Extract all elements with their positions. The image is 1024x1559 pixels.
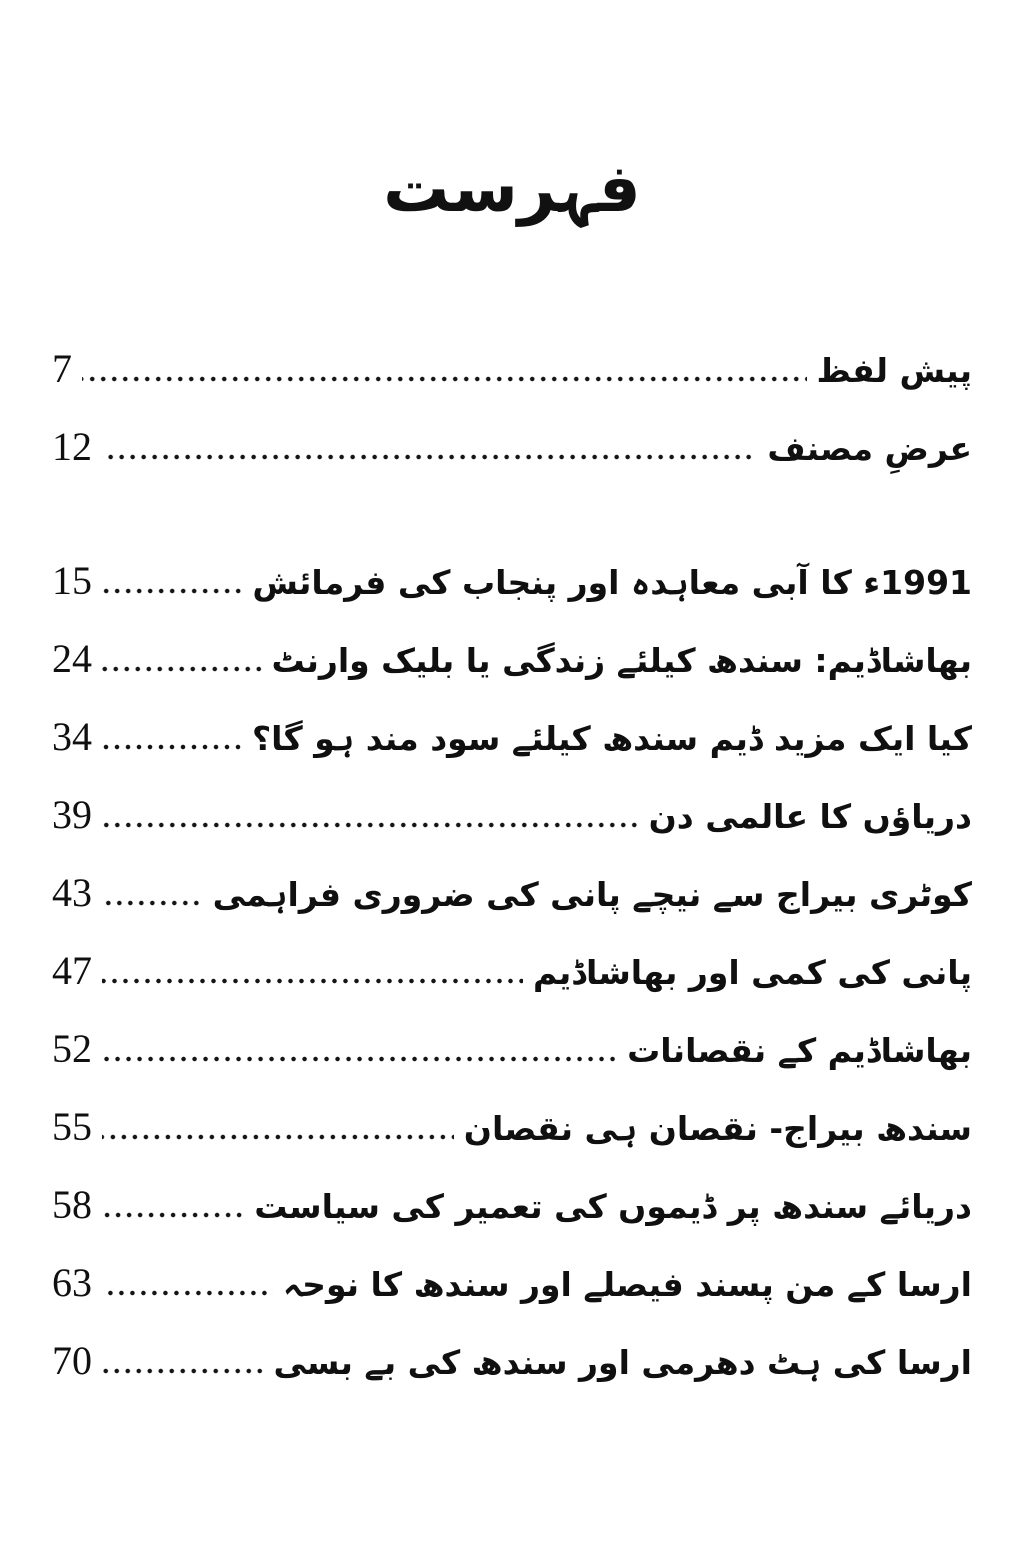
toc-row — [52, 1181, 972, 1263]
toc-entry-page-number: 63 — [52, 1259, 92, 1305]
toc-entry-title: پانی کی کمی اور بھاشاڈیم — [533, 952, 972, 992]
dot-leader — [102, 1056, 617, 1062]
toc-entry-title: کیا ایک مزید ڈیم سندھ کیلئے سود مند ہو گا؟ — [252, 718, 972, 758]
dot-leader — [102, 1290, 273, 1296]
toc-row — [52, 869, 972, 951]
toc-entry-page-number: 55 — [52, 1103, 92, 1149]
toc-row — [52, 423, 972, 505]
toc-entry-page-number: 39 — [52, 791, 92, 837]
dot-leader — [102, 1368, 264, 1374]
toc-entry-title: ارسا کے من پسند فیصلے اور سندھ کا نوحہ — [282, 1264, 972, 1304]
toc-row — [52, 557, 972, 639]
toc-entry-page-number: 12 — [52, 423, 92, 469]
contents-heading: فہرست — [383, 150, 641, 227]
toc-entry-page-number: 15 — [52, 557, 92, 603]
toc-entry-title: دریائے سندھ پر ڈیموں کی تعمیر کی سیاست — [254, 1186, 972, 1226]
toc-row — [52, 1259, 972, 1341]
toc-entry-page-number: 47 — [52, 947, 92, 993]
dot-leader — [102, 900, 203, 906]
dot-leader — [82, 376, 807, 382]
toc-entry-title: عرضِ مصنف — [767, 428, 972, 468]
toc-entry-page-number: 52 — [52, 1025, 92, 1071]
toc-entry-title: دریاؤں کا عالمی دن — [648, 796, 972, 836]
toc-entry-title: بھاشاڈیم: سندھ کیلئے زندگی یا بلیک وارنٹ — [271, 640, 972, 680]
toc-row — [52, 635, 972, 717]
toc-entry-title: سندھ بیراج- نقصان ہی نقصان — [463, 1108, 972, 1148]
toc-row — [52, 1337, 972, 1419]
table-of-contents — [52, 345, 972, 1419]
dot-leader — [102, 666, 262, 672]
toc-row — [52, 1025, 972, 1107]
toc-entry-title: پیش لفظ — [816, 350, 972, 390]
dot-leader — [102, 744, 242, 750]
dot-leader — [102, 454, 757, 460]
dot-leader — [102, 1212, 244, 1218]
toc-entry-page-number: 70 — [52, 1337, 92, 1383]
toc-row — [52, 1103, 972, 1185]
toc-entry-title: بھاشاڈیم کے نقصانات — [627, 1030, 972, 1070]
toc-entry-page-number: 24 — [52, 635, 92, 681]
dot-leader — [102, 588, 242, 594]
toc-row — [52, 713, 972, 795]
toc-entry-page-number: 34 — [52, 713, 92, 759]
dot-leader — [102, 978, 523, 984]
toc-entry-page-number: 58 — [52, 1181, 92, 1227]
toc-entry-title: 1991ء کا آبی معاہدہ اور پنجاب کی فرمائش — [252, 562, 972, 602]
toc-row — [52, 345, 972, 427]
toc-entry-title: ارسا کی ہٹ دھرمی اور سندھ کی بے بسی — [273, 1342, 972, 1382]
toc-entry-title: کوٹری بیراج سے نیچے پانی کی ضروری فراہمی — [212, 874, 972, 914]
toc-entry-page-number: 43 — [52, 869, 92, 915]
dot-leader — [102, 822, 639, 828]
toc-row — [52, 791, 972, 873]
dot-leader — [102, 1134, 454, 1140]
toc-entry-page-number: 7 — [52, 345, 72, 391]
toc-row — [52, 947, 972, 1029]
